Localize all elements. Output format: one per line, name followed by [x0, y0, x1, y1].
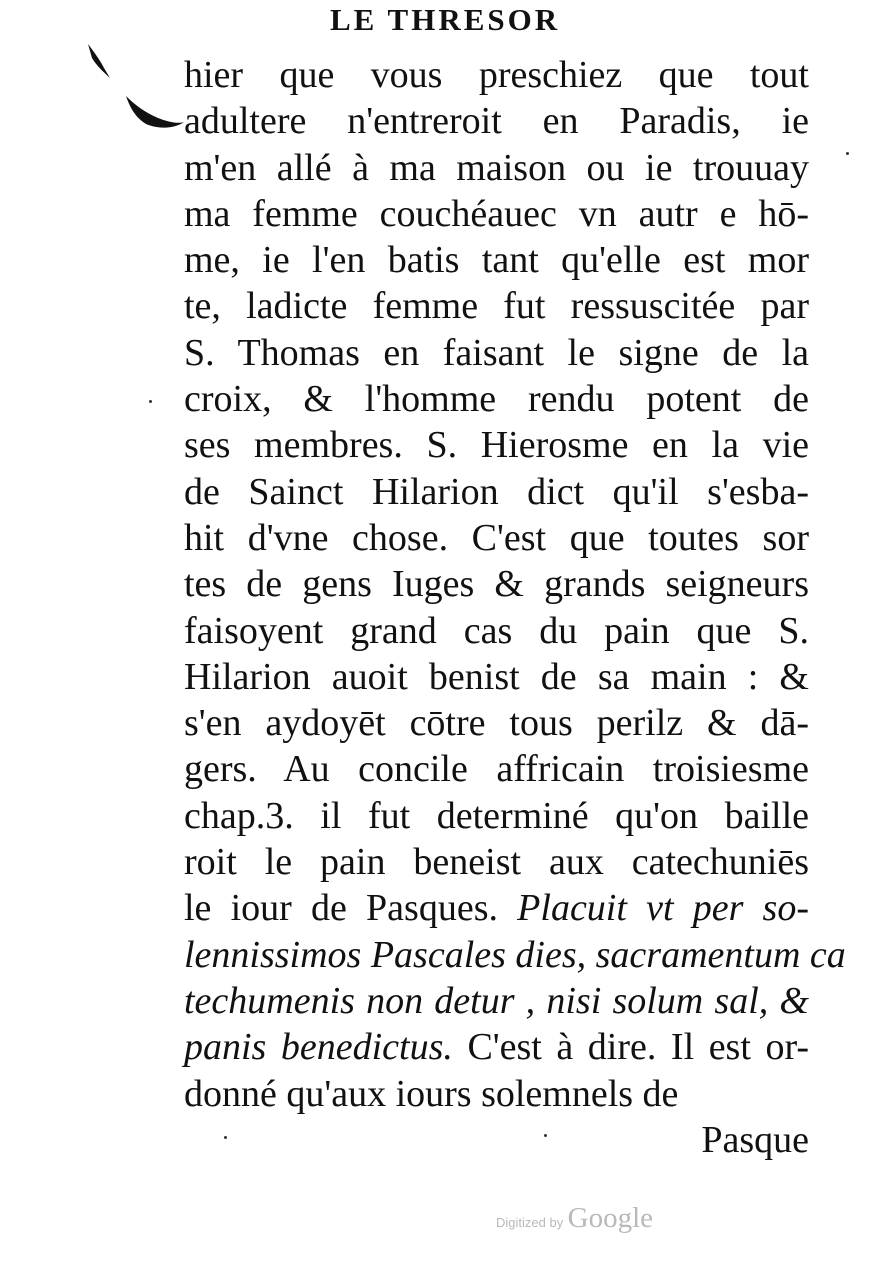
- google-logo: Google: [567, 1202, 654, 1234]
- text-line: faisoyent grand cas du pain que S.: [184, 609, 809, 652]
- text-line: te, ladicte femme fut ressuscitée par: [184, 285, 809, 328]
- text-line: hier que vous preschiez que tout: [184, 54, 809, 96]
- text-line: ma femme couchéauec vn autr e hō-: [184, 192, 809, 235]
- latin-quote-line: lennissimos Pascales dies, sacramentum ca: [184, 933, 846, 976]
- marginal-ink-mark: [80, 38, 190, 138]
- main-text: [184, 52, 846, 1117]
- text-line: gers. Au concile affricain troisiesme: [184, 748, 809, 791]
- catchword: Pasque: [701, 1119, 809, 1161]
- ink-speck: [544, 1134, 547, 1137]
- latin-quote-span: panis benedictus.: [184, 1026, 453, 1069]
- text-line: s'en aydoyēt cōtre tous perilz & dā-: [184, 702, 809, 745]
- text-line: roit le pain beneist aux catechuniēs: [184, 841, 809, 884]
- text-line-mixed: [184, 1024, 809, 1070]
- text-line: ses membres. S. Hierosme en la vie: [184, 424, 809, 467]
- running-title: LE THRESOR: [330, 2, 561, 37]
- roman-span: C'est à dire. Il est or-: [452, 1026, 809, 1069]
- text-line: me, ie l'en batis tant qu'elle est mor: [184, 239, 809, 282]
- digitization-watermark: [496, 1202, 653, 1235]
- text-line: Hilarion auoit benist de sa main : &: [184, 655, 809, 698]
- watermark-prefix: Digitized by: [496, 1215, 564, 1230]
- text-line: croix, & l'homme rendu potent de: [184, 378, 809, 421]
- text-line: tes de gens Iuges & grands seigneurs: [184, 563, 809, 606]
- text-line: de Sainct Hilarion dict qu'il s'esba-: [184, 470, 809, 513]
- text-line: hit d'vne chose. C'est que toutes sor: [184, 516, 809, 559]
- latin-quote-line: techumenis non detur , nisi solum sal, &: [184, 979, 809, 1022]
- text-line: S. Thomas en faisant le signe de la: [184, 331, 809, 374]
- text-line: chap.3. il fut determiné qu'on baille: [184, 794, 809, 837]
- ink-speck: [224, 1136, 227, 1139]
- ink-speck: [149, 400, 152, 403]
- text-line-mixed: [184, 885, 809, 931]
- latin-quote-span: Placuit vt per so-: [517, 887, 809, 930]
- text-line: adultere n'entreroit en Paradis, ie: [184, 100, 809, 143]
- roman-span: le iour de Pasques.: [184, 887, 518, 930]
- text-line: donné qu'aux iours solemnels de: [184, 1072, 679, 1115]
- text-line: m'en allé à ma maison ou ie trouuay: [184, 146, 809, 189]
- ink-speck: [846, 152, 849, 155]
